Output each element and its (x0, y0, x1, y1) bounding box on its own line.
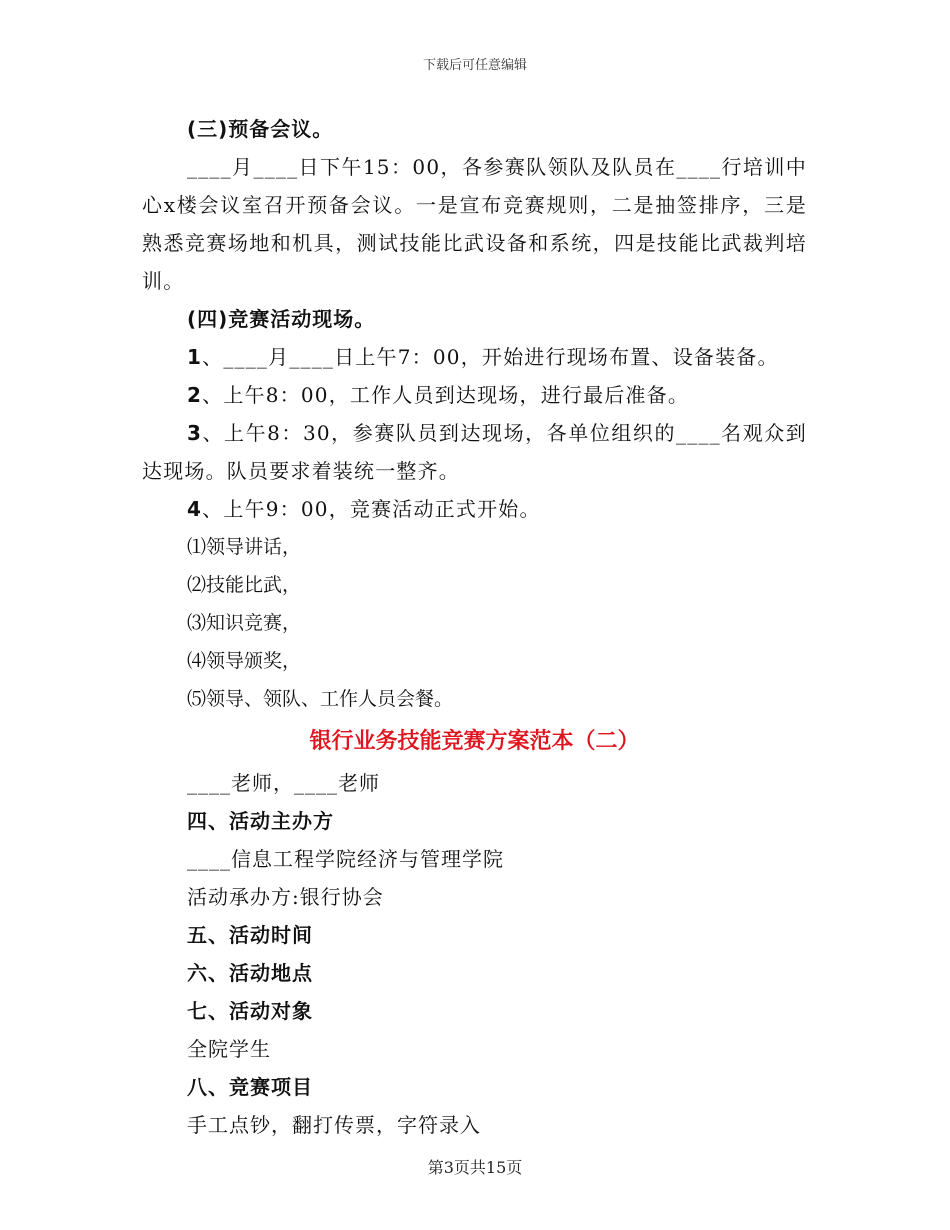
section-4-title: (四)竞赛活动现场。 (187, 307, 376, 331)
step-4-number: 4 (187, 497, 203, 521)
agenda-item: ⑸领导、领队、工作人员会餐。 (187, 688, 454, 710)
page-number: 第3页共15页 (427, 1158, 523, 1177)
document-body (142, 110, 807, 1144)
step-2-number: 2 (187, 383, 203, 407)
step-3-text: 、上午8：30，参赛队员到达现场，各单位组织的____名观众到达现场。队员要求着装统一整齐。 (142, 421, 807, 483)
place-heading: 六、活动地点 (187, 961, 313, 985)
step-2-text: 、上午8：00，工作人员到达现场，进行最后准备。 (202, 383, 690, 407)
section-title: 银行业务技能竞赛方案范本（二） (309, 729, 640, 754)
step-4-text: 、上午9：00，竞赛活动正式开始。 (202, 497, 541, 521)
step-1-text: 、____月____日上午7：00，开始进行现场布置、设备装备。 (202, 345, 779, 369)
step-1 (142, 338, 807, 376)
co-organizer-text: 活动承办方:银行协会 (187, 885, 384, 909)
agenda-item: ⑶知识竞赛， (187, 612, 302, 634)
teachers-line: ____老师，____老师 (187, 771, 380, 795)
audience-heading: 七、活动对象 (187, 999, 313, 1023)
organizer-text: ____信息工程学院经济与管理学院 (187, 847, 504, 871)
step-3 (142, 414, 807, 490)
agenda-item: ⑴领导讲话， (187, 536, 302, 558)
step-3-number: 3 (187, 421, 203, 445)
items-text: 手工点钞，翻打传票，字符录入 (187, 1113, 481, 1137)
step-4 (142, 490, 807, 528)
header-note: 下载后可任意编辑 (422, 58, 527, 73)
audience-text: 全院学生 (187, 1037, 271, 1061)
agenda-item: ⑵技能比武， (187, 574, 302, 596)
step-2 (142, 376, 807, 414)
organizer-heading: 四、活动主办方 (187, 809, 334, 833)
agenda-item: ⑷领导颁奖， (187, 650, 302, 672)
time-heading: 五、活动时间 (187, 923, 313, 947)
items-heading: 八、竞赛项目 (187, 1075, 313, 1099)
step-1-number: 1 (187, 345, 203, 369)
section-3-title: (三)预备会议。 (187, 117, 334, 141)
section-3-body: ____月____日下午15：00，各参赛队领队及队员在____行培训中心x楼会议室召开预备会议。一是宣布竞赛规则，二是抽签排序，三是熟悉竞赛场地和机具，测试技能比武设备和系统，四是技能比武裁判培训。 (142, 155, 807, 293)
